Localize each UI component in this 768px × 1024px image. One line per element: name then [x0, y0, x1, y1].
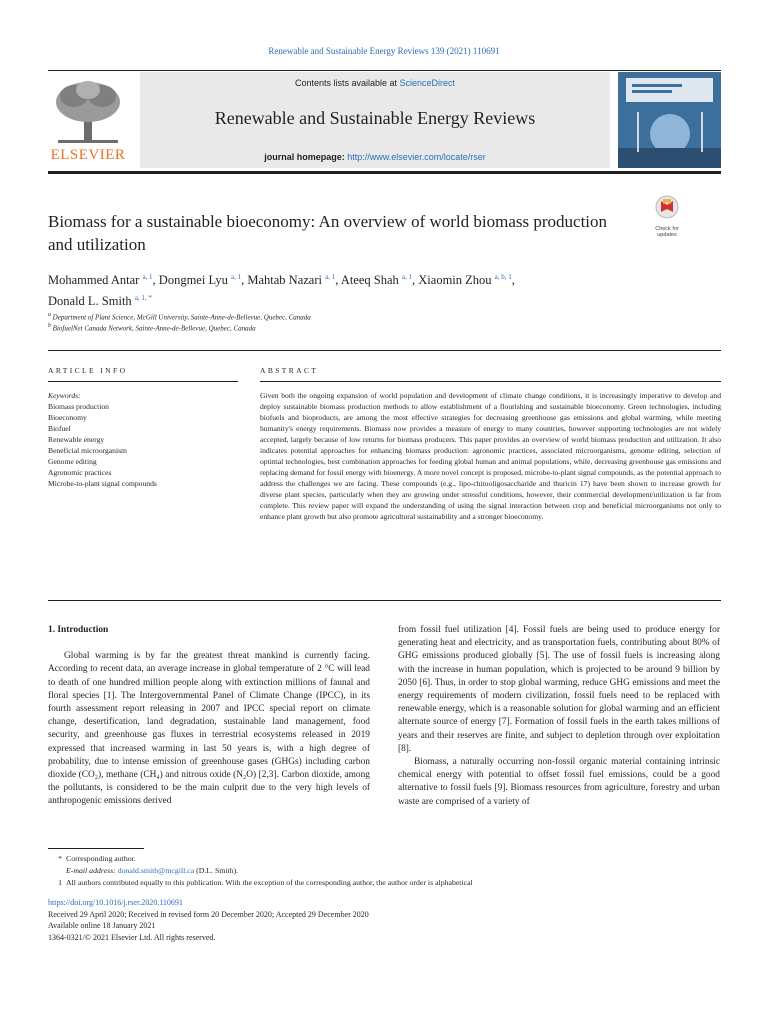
author-name: Mohammed Antar [48, 273, 140, 288]
doi-link[interactable]: https://doi.org/10.1016/j.rser.2020.110691 [48, 898, 183, 907]
journal-cover-thumbnail[interactable] [618, 72, 721, 168]
article-title: Biomass for a sustainable bioeconomy: An overview of world biomass production and utilization [48, 212, 608, 254]
keyword: Agronomic practices [48, 468, 112, 477]
check-for-updates-badge[interactable] [646, 195, 688, 238]
body-paragraph: from fossil fuel utilization [4]. Fossil fuels are being used to produce energy for generating heat and electricity, and as transportation fuels, contributing about 80% of GHG emissions produced globally [5]. The use of fossil fuels is increasing along with the increase in human population, which is projected to be around 9 billion by 2050 [6]. Thus, in order to stop global warming, reduce GHG emissions and meet the energy requirements of modern civilization, fossil fuels need to be replaced with renewable energy, which is a reasonable solution for global warming and an efficient alternate source of energy [7]. Formation of fossil fuels in the earth takes millions of years and their reserves are finite, and subject to depletion through over exploitation [8]. [398, 625, 720, 754]
affiliation-text: Department of Plant Science, McGill University, Sainte-Anne-de-Bellevue, Quebec, Canada [52, 313, 311, 322]
author-separator: , [412, 273, 419, 288]
crossmark-icon [646, 195, 688, 221]
abstract-rule [260, 381, 721, 382]
journal-title: Renewable and Sustainable Energy Reviews [214, 108, 536, 128]
email-label: E-mail address: [66, 866, 118, 875]
author[interactable] [159, 273, 241, 287]
journal-citation[interactable]: Renewable and Sustainable Energy Reviews 139 (2021) 110691 [268, 46, 500, 56]
keyword: Biomass production [48, 402, 109, 411]
tree-icon [48, 76, 128, 146]
footnote-text: All authors contributed equally to this publication. With the exception of the corresponding author, the author order is alphabetical [66, 878, 473, 887]
journal-masthead [140, 72, 610, 168]
body-column-left [48, 624, 370, 809]
crossmark-label: Check for updates [655, 226, 679, 238]
contents-prefix: Contents lists available at [294, 78, 400, 88]
homepage-line [140, 152, 610, 162]
masthead-rule [48, 171, 721, 174]
keyword: Genome editing [48, 457, 97, 466]
affiliation [48, 312, 648, 321]
keyword: Bioeconomy [48, 413, 87, 422]
abstract-heading: ABSTRACT [260, 366, 319, 375]
footnote-mark: 1 [58, 878, 62, 887]
abstract-text: Given both the ongoing expansion of world population and development of climate change conditions, it is increasingly imperative to develop and deploy sustainable biomass production methods to allow establishment of a flourishing and sustainable bioeconomy. Green technologies, including biofuels and bioproducts, are among the most effective strategies for decreasing greenhouse gas emissions and global warming, while meeting humanity's energy requirements. Biomass now provides a measure of energy to many countries, however supporting technologies are not widely accepted, largely because of low returns for biomass producers. This paper provides an overview of world biomass production and utilization. It also indicates potential approaches for enhancing biomass production: agronomic practices, associated microorganisms, genome editing, selection of optimal technologies, best combination approaches for feeding global human and animal populations, while, decreasing greenhouse gas emissions and replacing demand for fossil energy with bioenergy. A more novel concept is proposed, microbe-to-plant signal compounds, as the potential approach to address the challenges we are facing. These compounds (e.g., lipo-chitooligosaccharide and thuricin 17) have been shown to increase growth for diverse plant species, particularly when they are growing under stressful conditions, however, their commercial development/utilization is far from complete. This review paper will expand the understanding of using the signal interaction between crop and beneficial microorganisms not only to enhance plant growth but also promote agricultural sustainability and a stronger bioeconomy. [260, 391, 721, 521]
copyright: 1364-0321/© 2021 Elsevier Ltd. All rights reserved. [48, 932, 216, 942]
email-suffix: (D.L. Smith). [194, 866, 239, 875]
author-separator: , [241, 273, 248, 288]
keyword: Beneficial microorganism [48, 446, 127, 455]
keywords-label: Keywords: [48, 391, 81, 400]
author-affiliation-mark[interactable]: a, 1 [401, 273, 413, 281]
author-affiliation-mark[interactable]: a, 1 [325, 273, 336, 281]
sciencedirect-link[interactable]: ScienceDirect [399, 78, 456, 88]
author-affiliation-mark[interactable]: a, 1 [231, 273, 242, 281]
received-dates: Received 29 April 2020; Received in revised form 20 December 2020; Accepted 29 December 2020 [48, 909, 369, 919]
homepage-link[interactable]: http://www.elsevier.com/locate/rser [347, 152, 486, 162]
author-list [48, 268, 698, 310]
abstract-bottom-rule [48, 600, 721, 601]
author[interactable] [341, 273, 412, 287]
keyword: Biofuel [48, 424, 71, 433]
author-separator: , [335, 273, 341, 288]
author-affiliation-mark[interactable]: a, 1, * [134, 294, 152, 303]
footnote-mark: * [58, 854, 62, 863]
author[interactable] [48, 273, 153, 287]
homepage-label: journal homepage: [264, 152, 348, 162]
keyword: Microbe-to-plant signal compounds [48, 479, 157, 488]
body-paragraph: Biomass, a naturally occurring non-fossil organic material containing intrinsic chemical energy with potential to offset fossil fuel emissions, could be a good alternative to fossil fuels [9]. Biomass resources from agriculture, forestry and urban waste are comprised of a variety of [398, 757, 720, 807]
article-info-heading: ARTICLE INFO [48, 366, 128, 375]
affiliation-mark: a [48, 312, 51, 318]
article-metadata [48, 897, 648, 943]
author-name: Donald L. Smith [48, 294, 132, 309]
article-info-rule [48, 381, 238, 382]
keyword: Renewable energy [48, 435, 105, 444]
author-separator: , [152, 273, 159, 288]
header-divider [48, 350, 721, 351]
keywords-list [48, 390, 238, 489]
author[interactable] [247, 273, 335, 287]
body-column-right [398, 624, 720, 809]
affiliation-text: BiofuelNet Canada Network, Sainte-Anne-de-Bellevue, Quebec, Canada [52, 324, 256, 333]
affiliation [48, 323, 648, 332]
section-heading: 1. Introduction [48, 625, 109, 635]
author-separator: , [511, 273, 515, 288]
footnote-text: Corresponding author. [66, 854, 136, 863]
author-name: Ateeq Shah [340, 273, 399, 288]
footnote-rule [48, 848, 144, 849]
author-name: Dongmei Lyu [158, 273, 228, 288]
author[interactable] [418, 273, 512, 287]
cover-image-icon [618, 72, 721, 168]
contents-line [140, 78, 610, 88]
author-name: Xiaomin Zhou [418, 273, 492, 288]
body-paragraph: Global warming is by far the greatest threat mankind is currently facing. According to recent data, an average increase in global temperature of 2 °C will lead to death of one hundred million people along with extinction millions of faunal and floral species [1]. The Intergovernmental Panel of Climate Change (IPCC), in its fourth assessment report releasing in 2007 and IPCC special report on climate change, desertification, land degradation, sustainable land management, food security, and greenhouse gas fluxes in terrestrial ecosystems released in 2019 expressed that increased warming in last 50 years is, with a high degree of probability, due to intense emission of greenhouse gases (GHGs) including carbon dioxide (CO₂), methane (CH₄) and nitrous oxide (N₂O) [2,3]. Carbon dioxide, among the pollutants, is considered to be the main culprit due to the very high levels of anthropogenic emissions derived [48, 651, 370, 807]
author-affiliation-mark[interactable]: a, b, 1 [494, 273, 512, 281]
author-affiliation-mark[interactable]: a, 1 [142, 273, 153, 281]
elsevier-wordmark: ELSEVIER [50, 147, 126, 163]
footnote-email [48, 865, 721, 877]
author-name: Mahtab Nazari [247, 273, 322, 288]
available-online: Available online 18 January 2021 [48, 921, 156, 930]
affiliation-mark: b [48, 323, 51, 329]
top-rule [48, 70, 721, 71]
footnote-corresponding [48, 853, 721, 865]
footnote-equal-contribution [48, 877, 721, 889]
author[interactable] [48, 294, 152, 308]
elsevier-logo [48, 76, 128, 164]
email-link[interactable]: donald.smith@mcgill.ca [117, 866, 195, 875]
